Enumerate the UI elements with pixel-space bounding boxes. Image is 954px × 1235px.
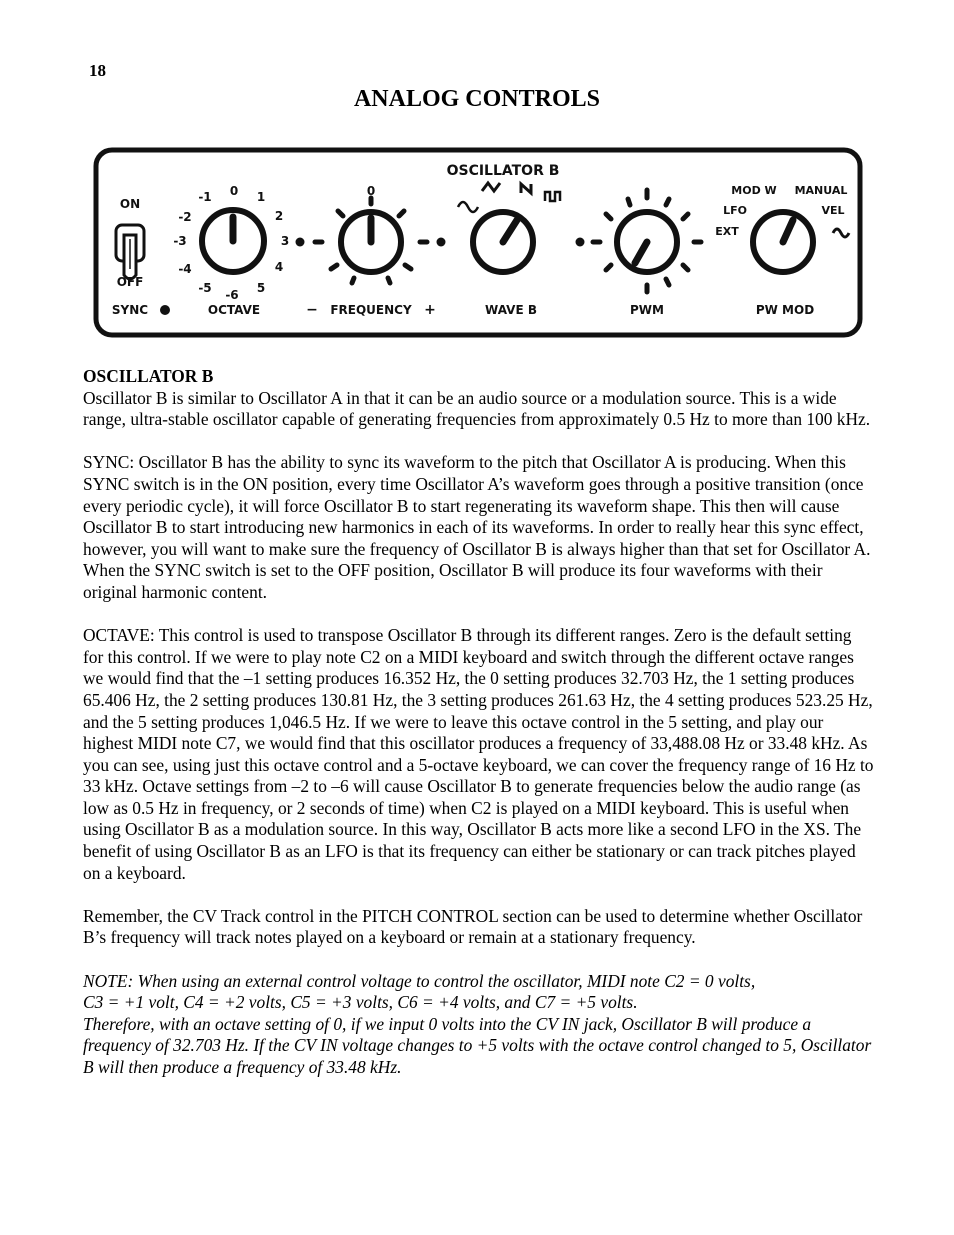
octave-scale-mark: 1	[256, 190, 266, 204]
pwm-label: PWM	[630, 303, 664, 317]
oscillator-b-section	[83, 366, 875, 431]
octave-scale-mark: 5	[256, 281, 266, 295]
pw-mod-option: MANUAL	[794, 184, 848, 197]
octave-scale-mark: -4	[178, 262, 192, 276]
page-title: ANALOG CONTROLS	[353, 86, 601, 112]
frequency-plus-label: +	[424, 302, 436, 318]
octave-scale-mark: 4	[274, 260, 284, 274]
note-line: Therefore, with an octave setting of 0, if we input 0 volts into the CV IN jack, Oscillator B will produce a frequency of 32.703 Hz. If the CV IN voltage changes to +5 volts with the octave control changed to 5, Oscillator B will then produce a frequency of 33.48 kHz.	[83, 1013, 872, 1077]
pw-mod-option: MOD W	[731, 184, 777, 197]
frequency-center-mark: 0	[366, 184, 376, 198]
octave-scale-mark: 3	[280, 234, 290, 248]
octave-scale-mark: -2	[178, 210, 192, 224]
intro-paragraph: Oscillator B is similar to Oscillator A in that it can be an audio source or a modulation source. This is a wide range, ultra-stable oscillator capable of generating frequencies from approximately 0.5 Hz to more than 100 kHz.	[83, 387, 871, 430]
sync-on-label: ON	[119, 197, 141, 211]
frequency-minus-label: −	[306, 302, 318, 318]
octave-scale-mark: -5	[198, 281, 212, 295]
body-text	[83, 366, 875, 1100]
octave-paragraph: OCTAVE: This control is used to transpose Oscillator B through its different ranges. Zero is the default setting for this control. If we were to play note C2 on a MIDI keyboard and switch through the different octave ranges we would find that the –1 setting produces 16.352 Hz, the 0 setting produces 32.703 Hz, the 1 setting produces 65.406 Hz, the 2 setting produces 130.81 Hz, the 3 setting produces 261.63 Hz, the 4 setting produces 523.25 Hz, and the 5 setting produces 1,046.5 Hz. If we were to leave this octave control in the 5 setting, and play our highest MIDI note C7, we would find that this oscillator produces a frequency of 33,488.08 Hz or 33.48 kHz. As you can see, using just this octave control and a 5-octave keyboard, we can cover the frequency range of 16 Hz to 33 kHz. Octave settings from –2 to –6 will cause Oscillator B to generate frequencies below the audio range (as low as 0.5 Hz in frequency, or 2 seconds of time) when C2 is played on a MIDI keyboard. This is useful when using Oscillator B as a modulation source. In this way, Oscillator B acts more like a second LFO in the XS. The benefit of using Oscillator B as an LFO is that its frequency can either be stationary or can track pitches played on a keyboard.	[83, 625, 874, 883]
section-heading: OSCILLATOR B	[83, 366, 214, 386]
sync-label: SYNC	[111, 303, 149, 317]
oscillator-b-panel	[93, 147, 863, 338]
octave-label: OCTAVE	[207, 303, 261, 317]
sync-indicator-dot	[160, 305, 170, 315]
pw-mod-label: PW MOD	[755, 303, 815, 317]
sync-off-label: OFF	[116, 275, 144, 289]
pw-mod-option: LFO	[723, 204, 747, 217]
note-paragraph	[83, 971, 875, 1079]
frequency-right-dot	[437, 238, 446, 247]
frequency-left-dot	[296, 238, 305, 247]
pw-mod-option: VEL	[821, 204, 845, 217]
note-line: NOTE: When using an external control voltage to control the oscillator, MIDI note C2 = 0 volts,	[83, 970, 756, 991]
frequency-label: FREQUENCY	[330, 303, 412, 317]
wave-b-label: WAVE B	[485, 303, 537, 317]
panel-title: OSCILLATOR B	[446, 163, 560, 179]
octave-scale-mark: -6	[225, 288, 239, 302]
remember-paragraph: Remember, the CV Track control in the PITCH CONTROL section can be used to determine whether Oscillator B’s frequency will track notes played on a keyboard or remain at a stationary frequency.	[83, 905, 863, 948]
page-number: 18	[89, 61, 106, 80]
octave-scale-mark: -3	[173, 234, 187, 248]
sync-paragraph: SYNC: Oscillator B has the ability to sync its waveform to the pitch that Oscillator A is producing. When this SYNC switch is in the ON position, every time Oscillator A’s waveform goes through a positive transition (once every periodic cycle), it will force Oscillator B to start regenerating its waveform shape. This then will cause Oscillator B to start introducing new harmonics in each of its waveforms. In order to really hear this sync effect, however, you will want to make sure the frequency of Oscillator B is always higher than that set for Oscillator A. When the SYNC switch is set to the OFF position, Oscillator B will produce its four waveforms with their original harmonic content.	[83, 452, 871, 602]
octave-scale-mark: -1	[198, 190, 212, 204]
pwm-left-dot	[576, 238, 585, 247]
note-line: C3 = +1 volt, C4 = +2 volts, C5 = +3 volts, C6 = +4 volts, and C7 = +5 volts.	[83, 992, 638, 1013]
pw-mod-option: EXT	[715, 225, 739, 238]
octave-scale-mark: 2	[274, 209, 284, 223]
octave-scale-mark: 0	[229, 184, 239, 198]
